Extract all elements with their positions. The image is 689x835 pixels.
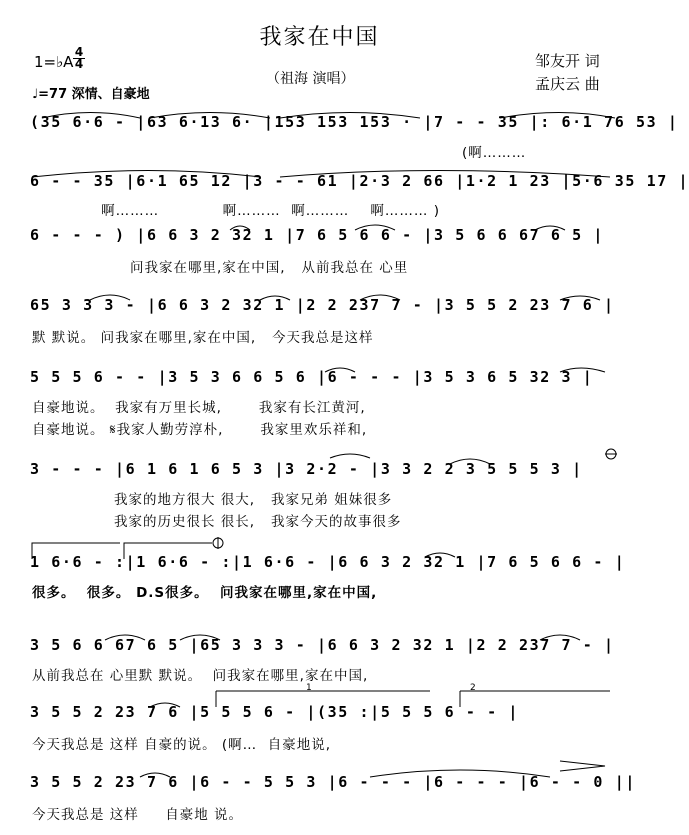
notation-row: 6 - - 35 |6·1 65 12 |3 - - 61 |2·3 2 66 |1·2 1 23 |5·6 35 17 | bbox=[30, 172, 689, 190]
lyrics-row: 从前我总在 心里默 默说。 问我家在哪里,家在中国, bbox=[32, 668, 369, 684]
performer-credit: （祖海 演唱） bbox=[266, 71, 355, 87]
time-signature-bottom: 4 bbox=[74, 57, 84, 71]
volta-and-slur-marks bbox=[30, 553, 626, 615]
notation-row: 3 5 5 2 23 7 6 |5 5 5 6 - |(35 :|5 5 5 6 - - | bbox=[30, 703, 520, 721]
notation-row: 3 - - - |6 1 6 1 6 5 3 |3 2·2 - |3 3 2 2 3 5 5 5 3 | bbox=[30, 460, 583, 478]
notation-row: 65 3 3 3 - |6 6 3 2 32 1 |2 2 237 7 - |3 5 5 2 23 7 6 | bbox=[30, 296, 615, 314]
notation-row: 5 5 5 6 - - |3 5 3 6 6 5 6 |6 - - - |3 5 3 6 5 32 3 | bbox=[30, 368, 594, 386]
lyrics-row: 啊……… 啊……… 啊……… 啊……… ) bbox=[80, 203, 440, 219]
lyrics-row-2: 自豪地说。 𝄋我家人勤劳淳朴, 我家里欢乐祥和, bbox=[32, 422, 368, 438]
lyrics-row: 默 默说。 问我家在哪里,家在中国, 今天我总是这样 bbox=[32, 330, 374, 346]
slur-marks bbox=[30, 113, 679, 175]
notation-row: 1 6·6 - :|1 6·6 - :|1 6·6 - |6 6 3 2 32 1 |7 6 5 6 6 - | bbox=[30, 553, 626, 571]
score-line-2 bbox=[30, 172, 689, 234]
notation-row: 3 5 5 2 23 7 6 |6 - - 5 5 3 |6 - - - |6 - - - |6 - - 0 || bbox=[30, 773, 636, 791]
lyrics-row-1: 自豪地说。 我家有万里长城, 我家有长江黄河, bbox=[32, 400, 366, 416]
composer-credit: 孟庆云 曲 bbox=[535, 75, 600, 93]
notation-row: (35 6·6 - |63 6·13 6· |153 153 153 · |7 - - 35 |: 6·1 76 53 | bbox=[30, 113, 679, 131]
slur-marks bbox=[30, 636, 616, 698]
volta-1-label: 1 bbox=[306, 683, 313, 693]
score-line-1 bbox=[30, 113, 679, 175]
slur-marks bbox=[30, 172, 689, 234]
slur-marks bbox=[30, 460, 616, 522]
time-signature-top: 4 bbox=[74, 45, 84, 59]
score-line-5 bbox=[30, 368, 616, 438]
slur-and-dynamic-marks bbox=[30, 773, 636, 835]
slur-marks bbox=[30, 296, 616, 358]
score-line-10 bbox=[30, 773, 636, 835]
score-line-7 bbox=[30, 553, 626, 615]
slur-marks bbox=[30, 226, 616, 288]
score-line-4 bbox=[30, 296, 616, 358]
score-line-8 bbox=[30, 636, 616, 698]
lyrics-row: 问我家在哪里,家在中国, 从前我总在 心里 bbox=[130, 260, 409, 276]
score-line-6 bbox=[30, 460, 616, 530]
lyrics-row: 很多。 很多。 D.S很多。 问我家在哪里,家在中国, bbox=[32, 585, 378, 601]
notation-row: 6 - - - ) |6 6 3 2 32 1 |7 6 5 6 6 - |3 5 6 6 67 6 5 | bbox=[30, 226, 605, 244]
song-title: 我家在中国 bbox=[259, 25, 380, 50]
lyrics-row-1: 我家的地方很大 很大, 我家兄弟 姐妹很多 bbox=[114, 492, 393, 508]
tempo-marking: ♩=77 深情、自豪地 bbox=[32, 87, 150, 102]
time-signature bbox=[72, 47, 86, 70]
lyrics-row: 今天我总是 这样 自豪地 说。 bbox=[32, 807, 244, 823]
lyrics-row-2: 我家的历史很长 很长, 我家今天的故事很多 bbox=[114, 514, 402, 530]
volta-and-slur-marks bbox=[30, 703, 616, 765]
volta-2-label: 2 bbox=[470, 683, 477, 693]
lyrics-row: 今天我总是 这样 自豪的说。 (啊… 自豪地说, bbox=[32, 737, 332, 753]
key-signature: 1=♭A bbox=[34, 53, 74, 71]
lyrics-row: (啊……… bbox=[462, 145, 527, 161]
score-line-3 bbox=[30, 226, 616, 288]
lyricist-credit: 邹友开 词 bbox=[535, 52, 600, 70]
notation-row: 3 5 6 6 67 6 5 |65 3 3 3 - |6 6 3 2 32 1 |2 2 237 7 - | bbox=[30, 636, 615, 654]
slur-marks bbox=[30, 368, 616, 430]
score-line-9 bbox=[30, 683, 616, 765]
